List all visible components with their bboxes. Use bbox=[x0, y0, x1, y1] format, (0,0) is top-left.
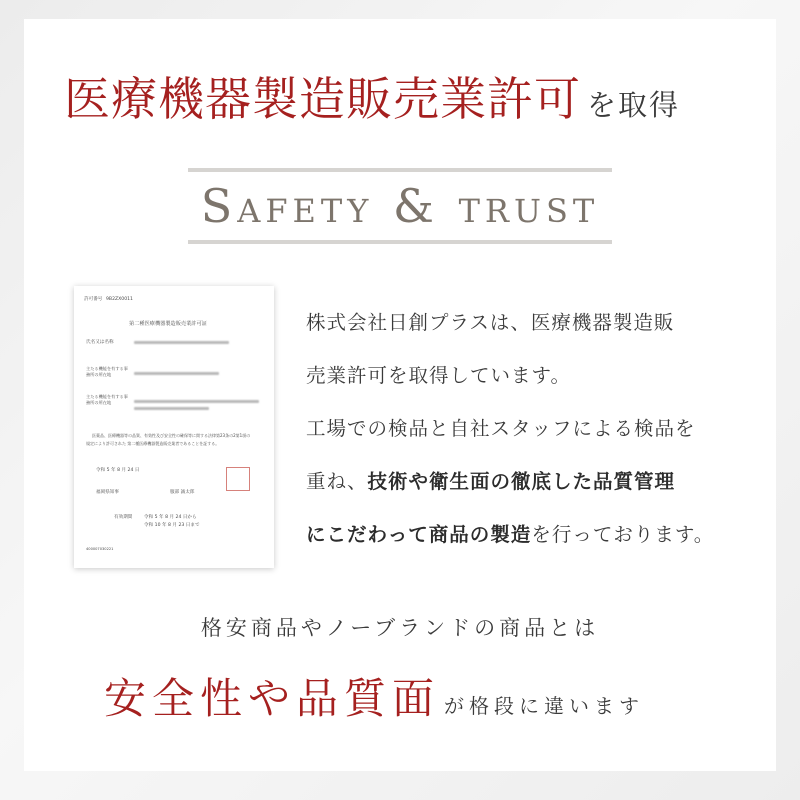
redacted-addr2-a bbox=[134, 400, 259, 403]
redacted-addr2-b bbox=[134, 407, 209, 410]
cert-date: 令和 5 年 8 月 24 日 bbox=[96, 468, 140, 473]
cert-footer-number: 400007030221 bbox=[86, 547, 114, 551]
cert-validity-from: 令和 5 年 8 月 24 日から bbox=[144, 515, 197, 520]
emphasis-line bbox=[104, 664, 645, 723]
body-line-4-plain: 重ね、 bbox=[306, 470, 368, 493]
body-paragraph bbox=[306, 300, 766, 565]
cert-law-text-1: 医薬品、医療機器等の品質、有効性及び安全性の確保等に関する法律第23条の2第1項の bbox=[92, 433, 251, 438]
emphasis-suffix: が格段に違います bbox=[444, 694, 645, 718]
cert-name-label: 氏名又は名称 bbox=[86, 340, 114, 345]
cert-validity-label: 有効期間 bbox=[114, 515, 133, 520]
redacted-address bbox=[134, 372, 219, 375]
cert-title: 第二種医療機器製造販売業許可証 bbox=[129, 321, 207, 327]
tagline: Safety & trust bbox=[200, 179, 600, 233]
cert-official: 服部 誠太郎 bbox=[170, 490, 195, 495]
license-certificate-image bbox=[74, 286, 274, 568]
body-line-4-bold: 技術や衛生面の徹底した品質管理 bbox=[367, 470, 676, 493]
cert-addr2-label: 主たる機能を有する事務所の所在地 bbox=[86, 394, 128, 405]
cert-authority: 福岡県知事 bbox=[96, 490, 119, 495]
body-line-5-bold: にこだわって商品の製造 bbox=[306, 523, 532, 546]
cert-law-text-2: 規定により許可された 第二種医療機器製造販売業者であることを証する。 bbox=[86, 441, 220, 446]
comparison-line: 格安商品やノーブランドの商品とは bbox=[200, 616, 600, 640]
body-line-4 bbox=[306, 459, 766, 512]
headline bbox=[64, 66, 680, 126]
cert-address-label: 主たる機能を有する事務所の所在地 bbox=[86, 366, 128, 377]
cert-number: 9B2ZX0011 bbox=[106, 297, 133, 302]
divider-top bbox=[188, 168, 612, 172]
body-line-5-plain: を行っております。 bbox=[531, 523, 715, 546]
cert-validity-to: 令和 10 年 8 月 23 日まで bbox=[144, 523, 200, 528]
headline-main: 医療機器製造販売業許可 bbox=[64, 72, 581, 126]
body-line-1: 株式会社日創プラスは、医療機器製造販 bbox=[306, 311, 675, 334]
body-line-2: 売業許可を取得しています。 bbox=[306, 364, 571, 387]
redacted-name bbox=[134, 341, 229, 344]
official-seal-stamp bbox=[226, 467, 250, 491]
headline-sub: を取得 bbox=[587, 88, 681, 122]
body-line-3: 工場での検品と自社スタッフによる検品を bbox=[306, 417, 696, 440]
body-line-5 bbox=[306, 512, 766, 565]
divider-bottom bbox=[188, 240, 612, 244]
cert-number-label: 許可番号 bbox=[84, 297, 103, 302]
emphasis-text: 安全性や品質面 bbox=[104, 674, 441, 723]
